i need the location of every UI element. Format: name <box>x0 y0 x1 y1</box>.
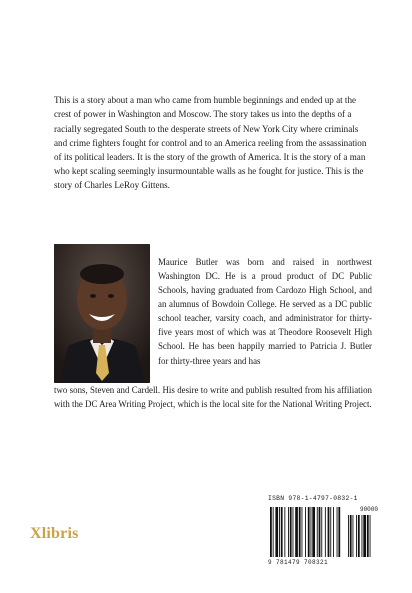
price-bar <box>363 515 366 557</box>
author-bio-lower: two sons, Steven and Cardell. His desire to write and publish resulted from his affiliation with the DC Area Writing Project, which is the local site for the National Writing Project. <box>54 384 372 409</box>
barcode-bar <box>302 507 303 557</box>
barcode-bar <box>325 507 326 557</box>
barcode-bar <box>328 507 330 557</box>
barcode-bar <box>299 507 301 557</box>
barcode-bar <box>273 507 274 557</box>
barcode-bar <box>330 507 331 557</box>
barcode-bar <box>321 507 322 557</box>
barcode-bar <box>284 507 285 557</box>
barcode-bars <box>268 505 380 560</box>
barcode-bar <box>312 507 315 557</box>
price-bar <box>356 515 357 557</box>
price-bar <box>362 515 363 557</box>
barcode-bar <box>290 507 292 557</box>
price-bar <box>370 515 371 557</box>
barcode-bar <box>295 507 298 557</box>
price-bar <box>367 515 369 557</box>
publisher-logo: Xlibris <box>30 525 79 542</box>
barcode-bar <box>270 507 272 557</box>
isbn-label: ISBN 978-1-4797-0832-1 <box>268 495 358 502</box>
price-bar <box>358 515 360 557</box>
price-bar <box>348 515 349 557</box>
book-synopsis: This is a story about a man who came from humble beginnings and ended up at the crest of power in Washington and Moscow. The story takes us into the depths of a racially segregated South to the desperate streets of New York City where criminals and crime fighters fought for control and to an America reeling from the assassination of its political leaders. It is the story of the growth of America. It is the story of a man who kept scaling seemingly insurmountable walls as he fought for justice. This is the story of Charles LeRoy Gittens. <box>54 95 367 191</box>
barcode-bar <box>293 507 294 557</box>
price-bar <box>353 515 354 557</box>
barcode-bar <box>305 507 306 557</box>
barcode-bar <box>319 507 321 557</box>
barcode-bar <box>311 507 312 557</box>
barcode-number: 9 781479 708321 <box>268 559 329 566</box>
price-code: 90000 <box>359 506 378 513</box>
barcode-bar <box>333 507 334 557</box>
isbn-barcode <box>268 495 380 569</box>
barcode-bar <box>279 507 280 557</box>
barcode-bar <box>337 507 338 557</box>
barcode-bar <box>288 507 289 557</box>
author-photo <box>54 244 150 383</box>
price-bar <box>350 515 352 557</box>
barcode-bar <box>317 507 318 557</box>
barcode-bar <box>338 507 340 557</box>
barcode-bar <box>308 507 310 557</box>
barcode-bar <box>275 507 278 557</box>
author-bio-upper: Maurice Butler was born and raised in northwest Washington DC. He is a proud product of DC Public Schools, having graduated from Cardozo High School, and an alumnus of Bowdoin College. He served as a DC public school teacher, varsity coach, and administrator for thirty-five years most of which was at Theodore Roosevelt High School. He has been happily married to Patricia J. Butler for thirty-three years and has <box>158 256 372 366</box>
barcode-bar <box>281 507 283 557</box>
